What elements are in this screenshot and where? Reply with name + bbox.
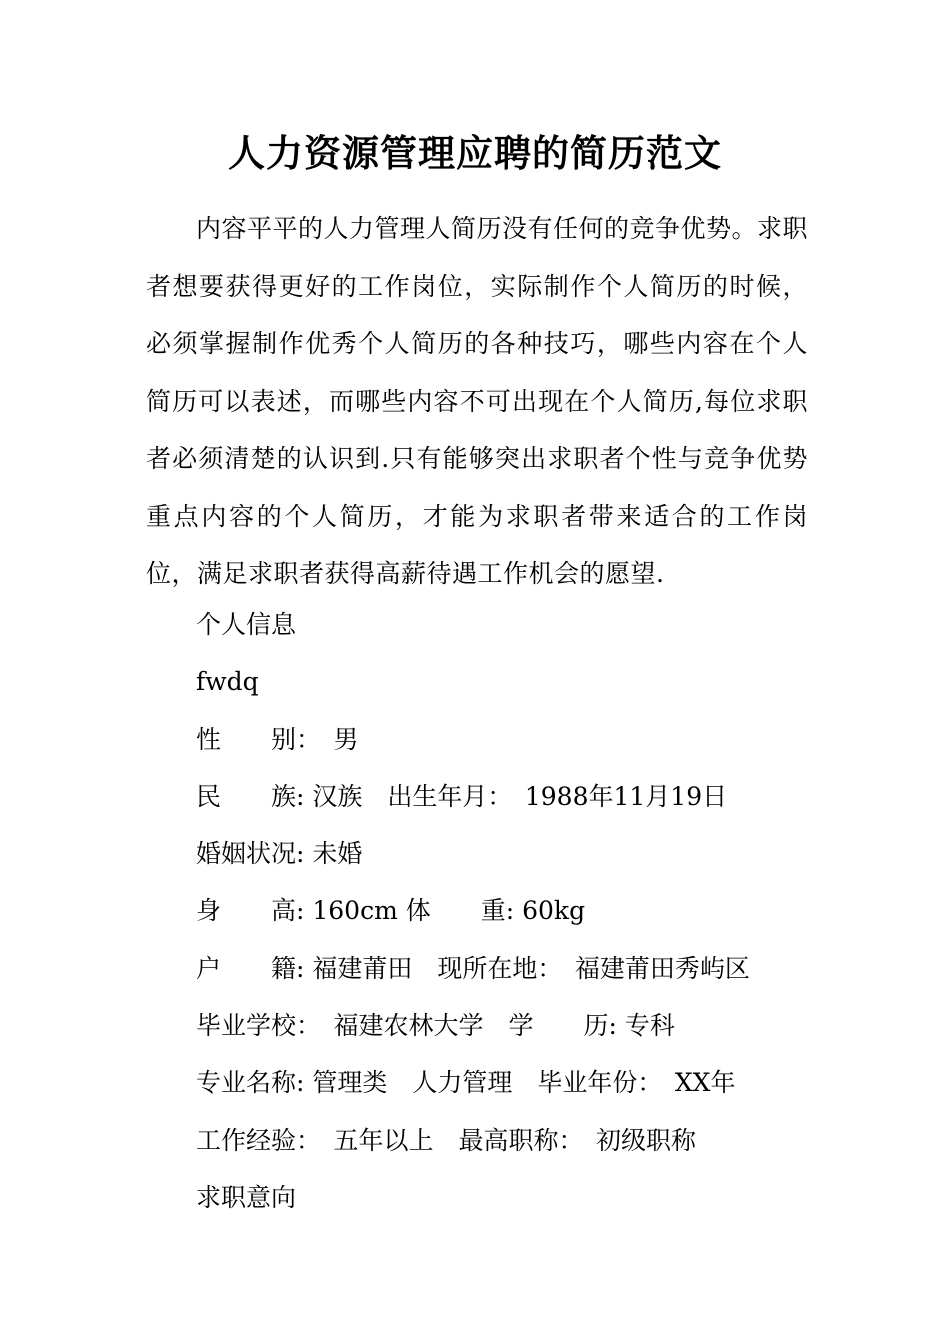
name-line: fwdq xyxy=(196,667,259,697)
section-heading-job-intention: 求职意向 xyxy=(196,1182,297,1212)
section-heading-personal-info: 个人信息 xyxy=(196,610,297,639)
experience-title-line: 工作经验： 五年以上 最高职称： 初级职称 xyxy=(196,1125,697,1155)
height-weight-line: 身 高: 160cm 体 重: 60kg xyxy=(196,896,586,926)
major-graduation-line: 专业名称: 管理类 人力管理 毕业年份： XX年 xyxy=(196,1068,736,1098)
marital-status-line: 婚姻状况: 未婚 xyxy=(196,839,363,869)
ethnicity-birthdate-line: 民 族: 汉族 出生年月： 1988年11月19日 xyxy=(196,781,728,811)
document-title: 人力资源管理应聘的简历范文 xyxy=(228,131,722,175)
gender-line: 性 别： 男 xyxy=(196,724,359,754)
school-education-line: 毕业学校： 福建农林大学 学 历: 专科 xyxy=(196,1011,675,1041)
intro-paragraph: 内容平平的人力管理人简历没有任何的竞争优势。求职者想要获得更好的工作岗位，实际制作个人简历的时候，必须掌握制作优秀个人简历的各种技巧，哪些内容在个人简历可以表述，而哪些内容不可出现在个人简历,每位求职者必须清楚的认识到.只有能够突出求职者个性与竞争优势重点内容的个人简历，才能为求职者带来适合的工作岗位，满足求职者获得高薪待遇工作机会的愿望. xyxy=(146,214,809,588)
personal-info-list xyxy=(196,596,750,1226)
hometown-location-line: 户 籍: 福建莆田 现所在地： 福建莆田秀屿区 xyxy=(196,953,750,983)
